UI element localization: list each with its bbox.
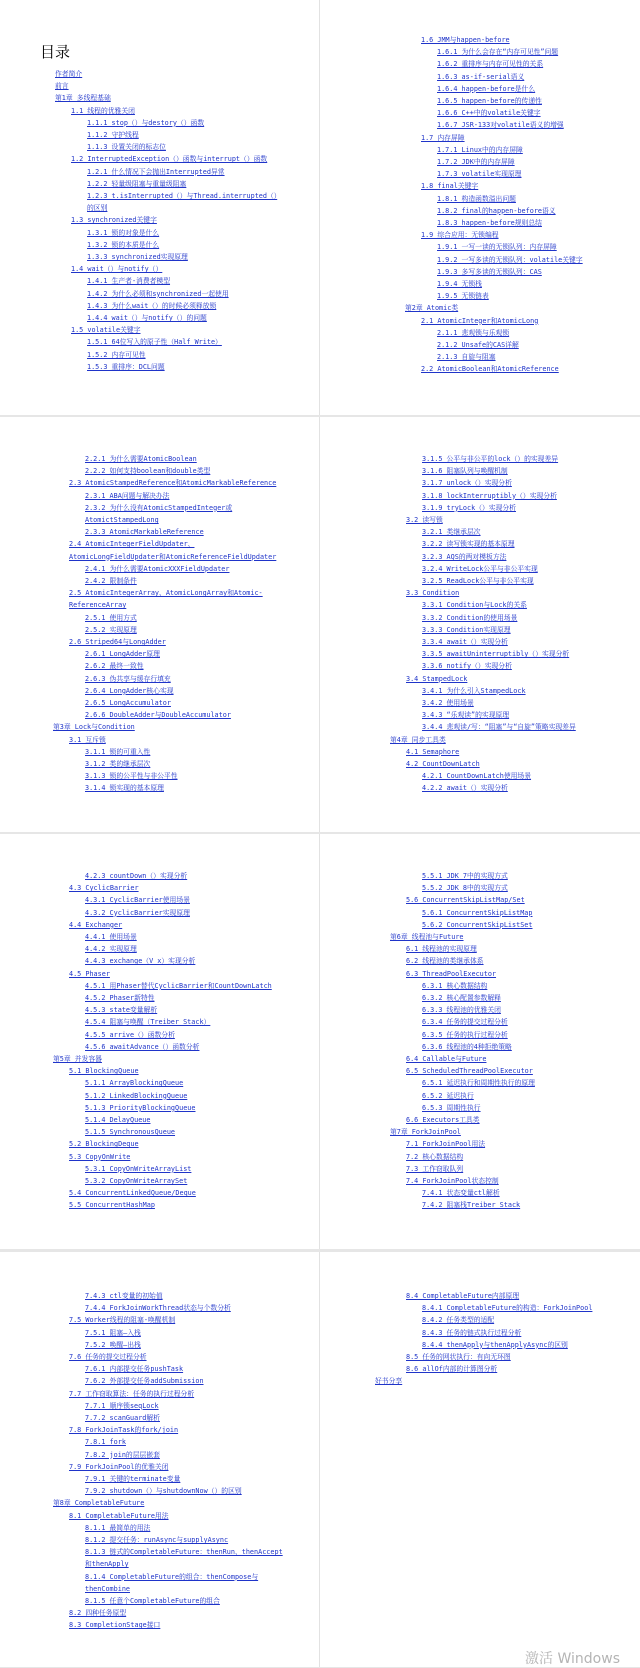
toc-entry[interactable]: 2.2.1 为什么需要AtomicBoolean [85, 455, 197, 463]
toc-entry[interactable]: 1.2.2 轻量级阻塞与重量级阻塞 [87, 179, 187, 188]
toc-entry[interactable]: 3.1.7 unlock（）实现分析 [422, 479, 512, 488]
toc-entry[interactable]: 第3章 Lock与Condition [53, 723, 135, 732]
toc-entry[interactable]: 第6章 线程池与Future [390, 933, 464, 942]
toc-entry[interactable]: 3.2.5 ReadLock公平与非公平实现 [422, 577, 534, 586]
toc-entry[interactable]: 2.4.1 为什么需要AtomicXXXFieldUpdater [85, 564, 230, 573]
toc-entry[interactable]: 2.5.2 实现原理 [85, 625, 137, 634]
toc-entry[interactable]: 2.6.1 LongAdder原理 [85, 650, 160, 659]
toc-entry[interactable]: 1.9.1 一写一读的无锁队列：内存屏障 [437, 243, 557, 252]
toc-entry[interactable]: 3.3.3 Condition实现原理 [422, 625, 511, 634]
toc-entry[interactable]: 1.6.5 happen-before的传递性 [437, 97, 542, 106]
toc-entry[interactable]: 1.9 综合应用：无锁编程 [421, 231, 499, 240]
page-divider [319, 1252, 320, 1667]
toc-entry[interactable]: 2.6.3 伪共享与缓存行填充 [85, 674, 171, 683]
toc-entry[interactable]: 2.3.2 为什么没有AtomicStampedInteger或AtomictStampedLong [85, 503, 233, 525]
toc-entry[interactable]: 作者简介 [55, 70, 83, 78]
toc-entry[interactable]: 8.6 allOf内部的计算图分析 [406, 1365, 498, 1374]
toc-entry[interactable]: 4.5.3 state变量解析 [85, 1006, 158, 1015]
toc-entry[interactable]: 1.8 final关键字 [421, 182, 479, 191]
toc-entry[interactable]: 1.5.2 内存可见性 [87, 350, 146, 359]
toc-entry[interactable]: 1.6.2 重排序与内存可见性的关系 [437, 60, 544, 69]
toc-entry[interactable]: 8.4.1 CompletableFuture的构造：ForkJoinPool [422, 1304, 593, 1313]
toc-entry[interactable]: 5.5.2 JDK 8中的实现方式 [422, 884, 508, 893]
toc-entry[interactable]: 1.8.2 final的happen-before语义 [437, 206, 556, 215]
toc-entry[interactable]: 6.6 Executors工具类 [406, 1116, 480, 1125]
toc-entry[interactable]: 2.3 AtomicStampedReference和AtomicMarkableReference [69, 479, 277, 488]
toc-entry[interactable]: 1.4.2 为什么必须和synchronized一起使用 [87, 289, 229, 298]
toc-entry[interactable]: 8.4.4 thenApply与thenApplyAsync的区别 [422, 1340, 568, 1349]
toc-page-7 [38, 1290, 283, 1632]
toc-entry[interactable]: 7.4 ForkJoinPool状态控制 [406, 1177, 499, 1186]
toc-entry[interactable]: 4.4.1 使用场景 [85, 933, 137, 942]
toc-entry[interactable]: 1.5.1 64位写入的原子性（Half Write） [87, 338, 222, 347]
windows-activation-watermark: 激活 Windows [525, 1651, 620, 1667]
toc-entry[interactable]: 7.9.2 shutdown（）与shutdownNow（）的区别 [85, 1487, 242, 1496]
toc-entry[interactable]: 2.1.3 自旋与阻塞 [437, 353, 496, 362]
toc-entry[interactable]: 3.2 读写锁 [406, 516, 443, 525]
toc-entry[interactable]: 3.1.6 阻塞队列与唤醒机制 [422, 467, 508, 476]
toc-entry[interactable]: 3.1.9 tryLock（）实现分析 [422, 503, 516, 512]
toc-entry[interactable]: 4.2 CountDownLatch [406, 760, 480, 769]
toc-entry[interactable]: 7.9.1 关键的terminate变量 [85, 1475, 181, 1484]
toc-entry[interactable]: 1.2.1 什么情况下会抛出Interrupted异常 [87, 167, 225, 176]
toc-entry[interactable]: 4.5.2 Phaser新特性 [85, 994, 155, 1003]
toc-entry[interactable]: 4.3.1 CyclicBarrier使用场景 [85, 896, 190, 905]
toc-entry[interactable]: 4.4.3 exchange（V x）实现分析 [85, 957, 196, 966]
toc-entry[interactable]: 6.3.1 核心数据结构 [422, 981, 488, 990]
toc-page-1 [40, 42, 280, 373]
toc-page-3 [38, 453, 283, 795]
toc-entry[interactable]: 4.4 Exchanger [69, 920, 123, 929]
toc-entry[interactable]: 7.4.1 状态变量ctl解析 [422, 1189, 500, 1198]
toc-entry[interactable]: 1.3.2 锁的本质是什么 [87, 240, 160, 249]
toc-entry[interactable]: 1.6.4 happen-before是什么 [437, 84, 536, 93]
toc-entry[interactable]: 5.1.5 SynchronousQueue [85, 1128, 176, 1137]
toc-page-8 [375, 1290, 605, 1388]
toc-entry[interactable]: 8.1.5 任意个CompletableFuture的组合 [85, 1597, 220, 1606]
toc-entry[interactable]: 8.4.2 任务类型的适配 [422, 1316, 495, 1325]
toc-entry[interactable]: 6.5.2 延迟执行 [422, 1091, 474, 1100]
toc-entry[interactable]: 1.9.5 无锁链表 [437, 292, 489, 301]
page-divider [319, 834, 320, 1249]
toc-entry[interactable]: 2.1.2 Unsafe的CAS详解 [437, 341, 519, 350]
toc-entry[interactable]: 6.3.2 核心配置参数解释 [422, 994, 501, 1003]
toc-page-4 [375, 453, 605, 795]
toc-entry[interactable]: 6.5.1 延迟执行和周期性执行的原理 [422, 1079, 535, 1088]
toc-entry[interactable]: 3.2.1 类继承层次 [422, 528, 481, 537]
toc-entry[interactable]: 7.5 Worker线程的阻塞-唤醒机制 [69, 1316, 176, 1325]
toc-entry[interactable]: 7.6 任务的提交过程分析 [69, 1353, 147, 1362]
toc-entry[interactable]: 2.6.4 LongAdder核心实现 [85, 686, 174, 695]
toc-page-5 [38, 870, 283, 1212]
toc-entry[interactable]: 1.1.3 设置关闭的标志位 [87, 143, 166, 152]
toc-entry[interactable]: 2.3.1 ABA问题与解决办法 [85, 491, 170, 500]
toc-entry[interactable]: 6.5 ScheduledThreadPoolExecutor [406, 1067, 533, 1076]
toc-entry[interactable]: 第5章 并发容器 [53, 1055, 102, 1064]
page-divider [319, 0, 320, 415]
toc-entry[interactable]: 1.7.2 JDK中的内存屏障 [437, 158, 515, 167]
toc-entry[interactable]: 第1章 多线程基础 [55, 94, 111, 103]
toc-entry[interactable]: 7.4.3 ctl变量的初始值 [85, 1292, 163, 1300]
toc-entry[interactable]: 4.3.2 CyclicBarrier实现原理 [85, 908, 190, 917]
toc-entry[interactable]: 5.1.3 PriorityBlockingQueue [85, 1103, 196, 1112]
toc-entry[interactable]: 5.5 ConcurrentHashMap [69, 1201, 155, 1210]
toc-entry[interactable]: 7.7.1 顺序锁seqLock [85, 1401, 159, 1410]
toc-entry[interactable]: 3.1.4 锁实现的基本原理 [85, 784, 164, 793]
toc-entry[interactable]: 1.4 wait（）与notify（） [71, 265, 163, 274]
toc-entry[interactable]: 8.4 CompletableFuture内部原理 [406, 1292, 520, 1300]
toc-entry[interactable]: 1.3 synchronized关键字 [71, 216, 157, 225]
toc-entry[interactable]: 好书分享 [375, 1377, 403, 1386]
toc-entry[interactable]: 2.5.1 使用方式 [85, 613, 137, 622]
toc-entry[interactable]: 8.4.3 任务的链式执行过程分析 [422, 1328, 522, 1337]
toc-entry[interactable]: 3.4.4 悲观读/写：“阻塞”与“自旋”策略实现差异 [422, 723, 576, 732]
toc-entry[interactable]: 5.1.1 ArrayBlockingQueue [85, 1079, 184, 1088]
toc-entry[interactable]: 4.2.3 countDown（）实现分析 [85, 872, 188, 880]
toc-entry[interactable]: 3.3.4 await（）实现分析 [422, 638, 508, 647]
toc-entry[interactable]: 7.7 工作窃取算法：任务的执行过程分析 [69, 1389, 195, 1398]
toc-entry[interactable]: 1.4.3 为什么wait（）的时候必须释放锁 [87, 301, 217, 310]
toc-entry[interactable]: 3.4.2 使用场景 [422, 699, 474, 708]
toc-entry[interactable]: 4.5.5 arrive（）函数分析 [85, 1030, 175, 1039]
toc-entry[interactable]: 7.6.1 内部提交任务pushTask [85, 1365, 184, 1374]
toc-entry[interactable]: 1.1 线程的优雅关闭 [71, 106, 135, 115]
toc-entry[interactable]: 3.4.1 为什么引入StampedLock [422, 686, 526, 695]
toc-entry[interactable]: 4.5.1 用Phaser替代CyclicBarrier和CountDownLatch [85, 981, 272, 990]
toc-entry[interactable]: 3.3 Condition [406, 589, 460, 598]
toc-entry[interactable]: 第7章 ForkJoinPool [390, 1128, 461, 1137]
toc-entry[interactable]: 6.3.5 任务的执行过程分析 [422, 1030, 508, 1039]
toc-entry[interactable]: 第4章 同步工具类 [390, 735, 446, 744]
toc-entry[interactable]: 3.4 StampedLock [406, 674, 468, 683]
toc-entry[interactable]: 2.2.2 如何支持boolean和double类型 [85, 467, 211, 476]
toc-entry[interactable]: 1.7.1 Linux中的内存屏障 [437, 145, 523, 154]
toc-entry[interactable]: 第2章 Atomic类 [405, 304, 459, 313]
toc-entry[interactable]: 7.1 ForkJoinPool用法 [406, 1140, 486, 1149]
toc-entry[interactable]: 5.6.2 ConcurrentSkipListSet [422, 920, 533, 929]
toc-entry[interactable]: 1.5.3 重排序：DCL问题 [87, 362, 165, 371]
toc-entry[interactable]: 4.4.2 实现原理 [85, 945, 137, 954]
toc-entry[interactable]: 1.5 volatile关键字 [71, 326, 141, 335]
page-divider [319, 417, 320, 832]
toc-entry[interactable]: 1.4.4 wait（）与notify（）的问题 [87, 314, 207, 323]
toc-entry[interactable]: 1.6.7 JSR-133对volatile语义的增强 [437, 121, 564, 130]
toc-entry[interactable]: 2.5 AtomicIntegerArray、AtomicLongArray和Atomic-ReferenceArray [69, 589, 263, 610]
toc-entry[interactable]: 7.8.1 fork [85, 1438, 126, 1447]
toc-entry[interactable]: 6.5.3 周期性执行 [422, 1103, 481, 1112]
toc-entry[interactable]: 3.3.1 Condition与Lock的关系 [422, 601, 527, 610]
toc-entry[interactable]: 8.1.4 CompletableFuture的组合：thenCompose与thenCombine [85, 1572, 259, 1593]
toc-entry[interactable]: 4.5.6 awaitAdvance（）函数分析 [85, 1042, 200, 1051]
toc-entry[interactable]: 7.4.4 ForkJoinWorkThread状态与个数分析 [85, 1304, 231, 1313]
toc-entry[interactable]: 5.2 BlockingDeque [69, 1140, 139, 1149]
toc-entry[interactable]: 3.2.3 AQS的两对模板方法 [422, 552, 507, 561]
toc-entry[interactable]: 2.6 Striped64与LongAdder [69, 638, 166, 647]
toc-entry[interactable]: 3.1.2 类的继承层次 [85, 760, 151, 769]
toc-entry[interactable]: 2.1 AtomicInteger和AtomicLong [421, 316, 539, 325]
toc-entry[interactable]: 1.1.1 stop（）与destory（）函数 [87, 118, 205, 127]
toc-entry[interactable]: 1.9.4 无锁栈 [437, 280, 482, 289]
toc-entry[interactable]: 6.3 ThreadPoolExecutor [406, 969, 497, 978]
toc-entry[interactable]: 2.3.3 AtomicMarkableReference [85, 528, 204, 537]
toc-entry[interactable]: 5.4 ConcurrentLinkedQueue/Deque [69, 1189, 196, 1198]
toc-entry[interactable]: 7.7.2 scanGuard解析 [85, 1414, 160, 1423]
toc-entry[interactable]: 1.1.2 守护线程 [87, 131, 139, 140]
toc-entry[interactable]: 1.9.3 多写多读的无锁队列：CAS [437, 267, 542, 276]
toc-entry[interactable]: 4.2.1 CountDownLatch使用场景 [422, 772, 532, 781]
toc-entry[interactable]: 2.6.5 LongAccumulator [85, 699, 171, 708]
toc-entry[interactable]: 5.6.1 ConcurrentSkipListMap [422, 908, 533, 917]
toc-entry[interactable]: 8.2 四种任务原型 [69, 1609, 127, 1618]
toc-entry[interactable]: 1.6.6 C++中的volatile关键字 [437, 109, 541, 118]
toc-entry[interactable]: 2.1.1 悲观锁与乐观锁 [437, 328, 510, 337]
toc-entry[interactable]: 3.1.5 公平与非公平的lock（）的实现差异 [422, 455, 559, 463]
toc-entry[interactable]: 1.9.2 一写多读的无锁队列：volatile关键字 [437, 255, 583, 264]
toc-entry[interactable]: 3.3.5 awaitUninterruptibly（）实现分析 [422, 650, 570, 659]
toc-entry[interactable]: 3.2.4 WriteLock公平与非公平实现 [422, 564, 538, 573]
toc-entry[interactable]: 3.1.3 锁的公平性与非公平性 [85, 772, 178, 781]
toc-entry[interactable]: 5.3.1 CopyOnWriteArrayList [85, 1164, 192, 1173]
toc-page-2 [390, 34, 590, 376]
toc-entry[interactable]: 7.5.2 唤醒–出栈 [85, 1340, 141, 1349]
toc-entry[interactable]: 3.1.8 lockInterruptibly（）实现分析 [422, 491, 557, 500]
toc-entry[interactable]: 5.5.1 JDK 7中的实现方式 [422, 872, 508, 880]
toc-entry[interactable]: 7.6.2 外部提交任务addSubmission [85, 1377, 204, 1386]
toc-entry[interactable]: 3.1.1 锁的可重入性 [85, 747, 151, 756]
toc-entry[interactable]: 2.6.2 最终一致性 [85, 662, 144, 671]
toc-entry[interactable]: 3.1 互斥锁 [69, 735, 106, 744]
toc-entry[interactable]: 8.1.2 提交任务：runAsync与supplyAsync [85, 1536, 229, 1545]
toc-entry[interactable]: 3.3.2 Condition的使用场景 [422, 613, 518, 622]
toc-entry[interactable]: 1.6.3 as-if-serial语义 [437, 72, 525, 81]
toc-entry[interactable]: 7.2 核心数据结构 [406, 1152, 464, 1161]
toc-entry[interactable]: 7.4.2 阻塞栈Treiber Stack [422, 1201, 521, 1210]
toc-entry[interactable]: 1.8.3 happen-before规则总结 [437, 219, 542, 228]
toc-entry[interactable]: 1.4.1 生产者-消费者模型 [87, 277, 171, 286]
toc-entry[interactable]: 5.3 CopyOnWrite [69, 1152, 131, 1161]
toc-entry[interactable]: 3.3.6 notify（）实现分析 [422, 662, 512, 671]
toc-entry[interactable]: 6.2 线程池的类继承体系 [406, 957, 484, 966]
toc-entry[interactable]: 4.5 Phaser [69, 969, 110, 978]
toc-entry[interactable]: 5.1 BlockingQueue [69, 1067, 139, 1076]
toc-entry[interactable]: 4.1 Semaphore [406, 747, 460, 756]
toc-entry[interactable]: 5.6 ConcurrentSkipListMap/Set [406, 896, 525, 905]
toc-title: 目录 [40, 43, 71, 61]
toc-entry[interactable]: 2.4.2 限制条件 [85, 577, 137, 586]
toc-entry[interactable]: 6.3.4 任务的提交过程分析 [422, 1018, 508, 1027]
toc-entry[interactable]: 2.6.6 DoubleAdder与DoubleAccumulator [85, 711, 231, 720]
toc-entry[interactable]: 1.7.3 volatile实现原理 [437, 170, 522, 179]
toc-entry[interactable]: 1.2 InterruptedException（）函数与interrupt（）函数 [71, 155, 268, 164]
toc-entry[interactable]: 8.3 CompletionStage接口 [69, 1621, 161, 1630]
toc-entry[interactable]: 6.3.3 线程池的优雅关闭 [422, 1006, 501, 1015]
toc-entry[interactable]: 1.3.1 锁的对象是什么 [87, 228, 160, 237]
toc-entry[interactable]: 2.2 AtomicBoolean和AtomicReference [421, 365, 559, 374]
toc-entry[interactable]: 6.4 Callable与Future [406, 1055, 487, 1064]
toc-entry[interactable]: 1.7 内存屏障 [421, 133, 465, 142]
toc-entry[interactable]: 7.3 工作窃取队列 [406, 1164, 464, 1173]
toc-entry[interactable]: 7.8.2 join的层层嵌套 [85, 1450, 160, 1459]
toc-entry[interactable]: 1.6 JMM与happen-before [421, 36, 510, 44]
toc-entry[interactable]: 8.1.1 最简单的用法 [85, 1523, 151, 1532]
toc-entry[interactable]: 1.8.1 构造函数溢出问题 [437, 194, 516, 203]
toc-entry[interactable]: 3.4.3 “乐观读”的实现原理 [422, 711, 510, 720]
toc-entry[interactable]: 3.2.2 读写锁实现的基本原理 [422, 540, 515, 549]
toc-entry[interactable]: 5.3.2 CopyOnWriteArraySet [85, 1177, 188, 1186]
toc-entry[interactable]: 6.3.6 线程池的4种拒绝策略 [422, 1042, 512, 1051]
toc-entry[interactable]: 8.1.3 链式的CompletableFuture：thenRun、thenAccept和thenApply [85, 1548, 283, 1569]
toc-entry[interactable]: 7.9 ForkJoinPool的优雅关闭 [69, 1462, 169, 1471]
toc-entry[interactable]: 5.1.2 LinkedBlockingQueue [85, 1091, 188, 1100]
toc-entry[interactable]: 7.5.1 阻塞–入栈 [85, 1328, 141, 1337]
toc-entry[interactable]: 前言 [55, 82, 69, 91]
toc-entry[interactable]: 1.3.3 synchronized实现原理 [87, 253, 188, 262]
toc-entry[interactable]: 4.3 CyclicBarrier [69, 884, 139, 893]
toc-page-6 [375, 870, 605, 1212]
toc-entry[interactable]: 8.1 CompletableFuture用法 [69, 1511, 169, 1520]
toc-entry[interactable]: 8.5 任务的网状执行：有向无环图 [406, 1353, 511, 1362]
toc-entry[interactable]: 4.2.2 await（）实现分析 [422, 784, 508, 793]
toc-entry[interactable]: 1.2.3 t.isInterrupted（）与Thread.interrupted（）的区别 [87, 192, 278, 213]
toc-entry[interactable]: 1.6.1 为什么会存在“内存可见性”问题 [437, 48, 559, 57]
toc-entry[interactable]: 5.1.4 DelayQueue [85, 1116, 151, 1125]
toc-entry[interactable]: 第8章 CompletableFuture [53, 1499, 145, 1508]
toc-entry[interactable]: 2.4 AtomicIntegerFieldUpdater、AtomicLongFieldUpdater和AtomicReferenceFieldUpdater [69, 540, 277, 561]
toc-entry[interactable]: 7.8 ForkJoinTask的fork/join [69, 1426, 179, 1435]
toc-entry[interactable]: 6.1 线程池的实现原理 [406, 945, 477, 954]
toc-entry[interactable]: 4.5.4 阻塞与唤醒（Treiber Stack） [85, 1018, 211, 1027]
